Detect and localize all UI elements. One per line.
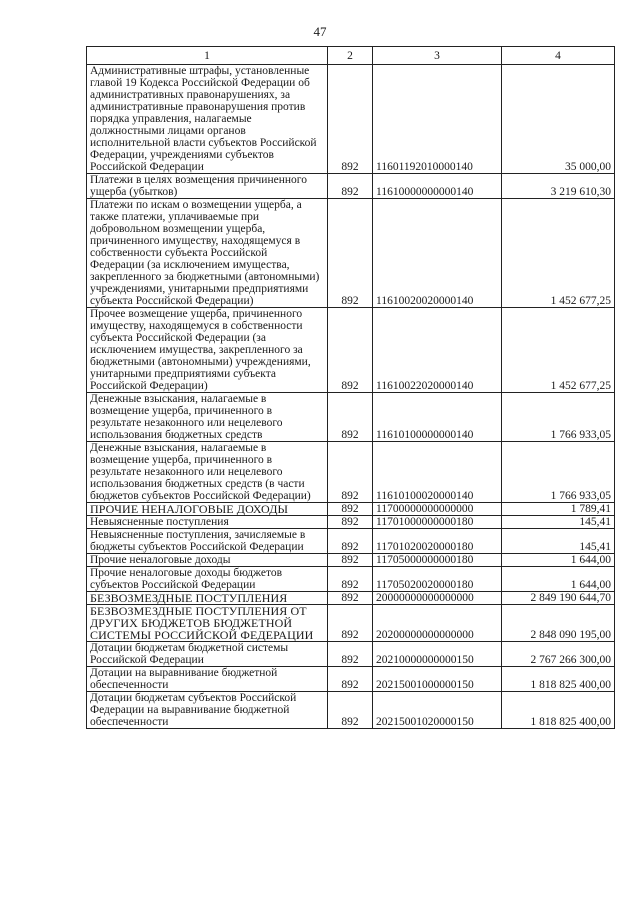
row-admin-code: 892 [328,516,373,529]
row-amount: 1 818 825 400,00 [502,692,615,729]
table-row [87,667,615,692]
table-row [87,199,615,308]
row-admin-code: 892 [328,667,373,692]
row-name: Денежные взыскания, налагаемые в возмещение ущерба, причиненного в результате незаконного или нецелевого использования бюджетных средств [87,393,328,442]
row-classification-code: 11705020020000180 [373,567,502,592]
row-name: БЕЗВОЗМЕЗДНЫЕ ПОСТУПЛЕНИЯ [87,592,328,605]
row-classification-code: 11701000000000180 [373,516,502,529]
row-classification-code: 11601192010000140 [373,65,502,174]
row-admin-code: 892 [328,529,373,554]
row-admin-code: 892 [328,642,373,667]
row-admin-code: 892 [328,605,373,642]
row-classification-code: 11610100020000140 [373,442,502,503]
row-amount: 1 766 933,05 [502,393,615,442]
header-col-3: 3 [373,47,502,65]
row-classification-code: 11610000000000140 [373,174,502,199]
row-amount: 2 767 266 300,00 [502,642,615,667]
row-name: Административные штрафы, установленные главой 19 Кодекса Российской Федерации об административных правонарушениях, за административные правонарушения против порядка управления, налагаемые должностными лицами органов исполнительной власти субъектов Российской Федерации, учреждениями субъектов Российской Федерации [87,65,328,174]
table-row [87,174,615,199]
row-name: Платежи в целях возмещения причиненного ущерба (убытков) [87,174,328,199]
row-amount: 1 818 825 400,00 [502,667,615,692]
table-row [87,592,615,605]
row-amount: 1 452 677,25 [502,308,615,393]
row-classification-code: 11610100000000140 [373,393,502,442]
row-amount: 1 789,41 [502,503,615,516]
row-admin-code: 892 [328,503,373,516]
row-amount: 35 000,00 [502,65,615,174]
row-name: Дотации бюджетам субъектов Российской Федерации на выравнивание бюджетной обеспеченности [87,692,328,729]
row-classification-code: 11610022020000140 [373,308,502,393]
row-admin-code: 892 [328,199,373,308]
row-admin-code: 892 [328,692,373,729]
row-amount: 1 644,00 [502,554,615,567]
row-name: Прочее возмещение ущерба, причиненного имуществу, находящемуся в собственности субъекта Российской Федерации (за исключением имущества, закрепленного за бюджетными (автономными) учреждениями, унитарными предприятиями субъекта Российской Федерации) [87,308,328,393]
row-admin-code: 892 [328,393,373,442]
row-name: Платежи по искам о возмещении ущерба, а также платежи, уплачиваемые при добровольном возмещении ущерба, причиненного имуществу, находящемуся в собственности субъекта Российской Федерации (за исключением имущества, закрепленного за бюджетными (автономными) учреждениями, унитарными предприятиями субъекта Российской Федерации) [87,199,328,308]
table-row [87,529,615,554]
row-amount: 145,41 [502,516,615,529]
row-name: БЕЗВОЗМЕЗДНЫЕ ПОСТУПЛЕНИЯ ОТ ДРУГИХ БЮДЖЕТОВ БЮДЖЕТНОЙ СИСТЕМЫ РОССИЙСКОЙ ФЕДЕРАЦИИ [87,605,328,642]
row-amount: 3 219 610,30 [502,174,615,199]
table-row [87,605,615,642]
table-row [87,503,615,516]
row-name: ПРОЧИЕ НЕНАЛОГОВЫЕ ДОХОДЫ [87,503,328,516]
row-admin-code: 892 [328,308,373,393]
header-col-2: 2 [328,47,373,65]
row-classification-code: 11701020020000180 [373,529,502,554]
row-admin-code: 892 [328,174,373,199]
row-amount: 1 644,00 [502,567,615,592]
row-name: Прочие неналоговые доходы бюджетов субъектов Российской Федерации [87,567,328,592]
row-amount: 2 849 190 644,70 [502,592,615,605]
row-name: Дотации на выравнивание бюджетной обеспеченности [87,667,328,692]
row-amount: 1 766 933,05 [502,442,615,503]
row-amount: 145,41 [502,529,615,554]
row-admin-code: 892 [328,554,373,567]
row-name: Невыясненные поступления, зачисляемые в бюджеты субъектов Российской Федерации [87,529,328,554]
row-classification-code: 11705000000000180 [373,554,502,567]
table-row [87,642,615,667]
header-col-4: 4 [502,47,615,65]
row-admin-code: 892 [328,567,373,592]
row-amount: 1 452 677,25 [502,199,615,308]
row-admin-code: 892 [328,65,373,174]
row-classification-code: 20200000000000000 [373,605,502,642]
row-name: Дотации бюджетам бюджетной системы Российской Федерации [87,642,328,667]
row-name: Невыясненные поступления [87,516,328,529]
row-classification-code: 11700000000000000 [373,503,502,516]
page-number: 47 [313,24,327,39]
table-header-row [87,47,615,65]
table-row [87,65,615,174]
row-classification-code: 11610020020000140 [373,199,502,308]
table-row [87,442,615,503]
row-classification-code: 20210000000000150 [373,642,502,667]
table-row [87,308,615,393]
row-classification-code: 20215001000000150 [373,667,502,692]
row-name: Денежные взыскания, налагаемые в возмещение ущерба, причиненного в результате незаконного или нецелевого использования бюджетных средств (в части бюджетов субъектов Российской Федерации) [87,442,328,503]
table-row [87,692,615,729]
row-amount: 2 848 090 195,00 [502,605,615,642]
row-classification-code: 20000000000000000 [373,592,502,605]
row-admin-code: 892 [328,442,373,503]
revenue-table [86,46,615,729]
row-name: Прочие неналоговые доходы [87,554,328,567]
table-row [87,567,615,592]
header-col-1: 1 [87,47,328,65]
row-admin-code: 892 [328,592,373,605]
table-row [87,516,615,529]
table-row [87,393,615,442]
row-classification-code: 20215001020000150 [373,692,502,729]
table-row [87,554,615,567]
